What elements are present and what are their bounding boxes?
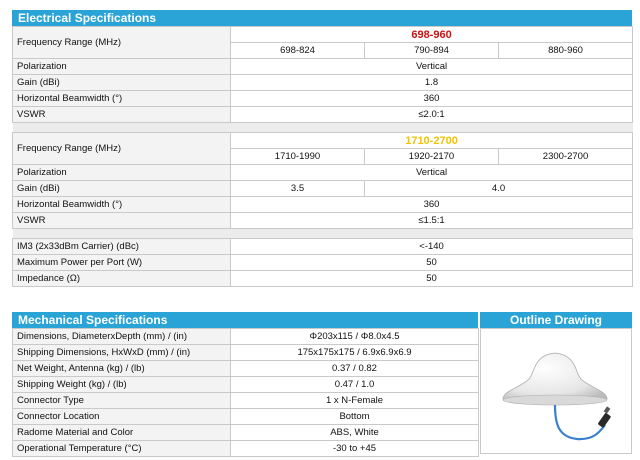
table-row (13, 75, 633, 91)
outline-drawing-title: Outline Drawing (509, 313, 602, 327)
band2-subrange: 1920-2170 (365, 149, 499, 165)
radome-base (503, 395, 607, 405)
table-row (13, 425, 479, 441)
band1-subrange: 880-960 (499, 43, 633, 59)
spec-label: Impedance (Ω) (13, 271, 231, 287)
spec-label: VSWR (13, 107, 231, 123)
spec-label: Polarization (13, 59, 231, 75)
outline-drawing-panel (480, 328, 632, 454)
table-row (13, 441, 479, 457)
spec-value: 1 x N-Female (231, 393, 479, 409)
section-separator (13, 229, 633, 239)
spec-label: Polarization (13, 165, 231, 181)
spec-value: 0.47 / 1.0 (231, 377, 479, 393)
spec-label: Dimensions, DiameterxDepth (mm) / (in) (13, 329, 231, 345)
table-row (13, 213, 633, 229)
band2-range: 1710-2700 (231, 133, 633, 149)
table-row (13, 197, 633, 213)
spec-value: 175x175x175 / 6.9x6.9x6.9 (231, 345, 479, 361)
cable-shape (555, 405, 605, 439)
spec-value: Vertical (231, 165, 633, 181)
mechanical-spec-table (12, 328, 479, 457)
spec-label: Connector Location (13, 409, 231, 425)
table-row (13, 377, 479, 393)
table-row (13, 271, 633, 287)
table-row (13, 239, 633, 255)
spec-label: Horizontal Beamwidth (°) (13, 91, 231, 107)
mechanical-spec-title: Mechanical Specifications (18, 313, 168, 327)
band1-subrange: 698-824 (231, 43, 365, 59)
band1-subrange: 790-894 (365, 43, 499, 59)
spec-label: Shipping Dimensions, HxWxD (mm) / (in) (13, 345, 231, 361)
spec-label: VSWR (13, 213, 231, 229)
spec-label: IM3 (2x33dBm Carrier) (dBc) (13, 239, 231, 255)
table-row (13, 345, 479, 361)
electrical-spec-header (12, 10, 632, 26)
spec-label: Connector Type (13, 393, 231, 409)
frequency-range-label: Frequency Range (MHz) (13, 133, 231, 165)
table-row (13, 361, 479, 377)
spec-value: Vertical (231, 59, 633, 75)
table-row (13, 393, 479, 409)
table-row (13, 165, 633, 181)
gain-value-low-band: 3.5 (231, 181, 365, 197)
spec-value: Bottom (231, 409, 479, 425)
band2-subrange: 1710-1990 (231, 149, 365, 165)
mechanical-spec-header (12, 312, 478, 328)
spec-label: Shipping Weight (kg) / (lb) (13, 377, 231, 393)
band2-subrange: 2300-2700 (499, 149, 633, 165)
gain-value-high-band: 4.0 (365, 181, 633, 197)
outline-drawing-header (480, 312, 632, 328)
spec-label: Gain (dBi) (13, 75, 231, 91)
table-row (13, 133, 633, 149)
band1-range: 698-960 (231, 27, 633, 43)
table-row (13, 59, 633, 75)
antenna-drawing (481, 329, 631, 453)
connector-shape (598, 413, 612, 428)
spec-value: <-140 (231, 239, 633, 255)
spec-value: ABS, White (231, 425, 479, 441)
spec-label: Gain (dBi) (13, 181, 231, 197)
table-row (13, 255, 633, 271)
section-separator (13, 123, 633, 133)
spec-value: 50 (231, 255, 633, 271)
spec-value: 0.37 / 0.82 (231, 361, 479, 377)
electrical-spec-table (12, 26, 633, 287)
spec-label: Radome Material and Color (13, 425, 231, 441)
spec-value: ≤1.5:1 (231, 213, 633, 229)
spec-label: Net Weight, Antenna (kg) / (lb) (13, 361, 231, 377)
table-row (13, 329, 479, 345)
spec-label: Horizontal Beamwidth (°) (13, 197, 231, 213)
table-row (13, 409, 479, 425)
spec-value: ≤2.0:1 (231, 107, 633, 123)
table-row (13, 91, 633, 107)
spec-label: Maximum Power per Port (W) (13, 255, 231, 271)
spec-value: 360 (231, 91, 633, 107)
table-row (13, 27, 633, 43)
spec-value: Φ203x115 / Φ8.0x4.5 (231, 329, 479, 345)
frequency-range-label: Frequency Range (MHz) (13, 27, 231, 59)
spec-label: Operational Temperature (°C) (13, 441, 231, 457)
spec-value: 1.8 (231, 75, 633, 91)
spec-value: 50 (231, 271, 633, 287)
table-row (13, 181, 633, 197)
table-row (13, 107, 633, 123)
electrical-spec-title: Electrical Specifications (18, 11, 157, 25)
spec-value: -30 to +45 (231, 441, 479, 457)
spec-value: 360 (231, 197, 633, 213)
connector-tip (604, 406, 611, 413)
